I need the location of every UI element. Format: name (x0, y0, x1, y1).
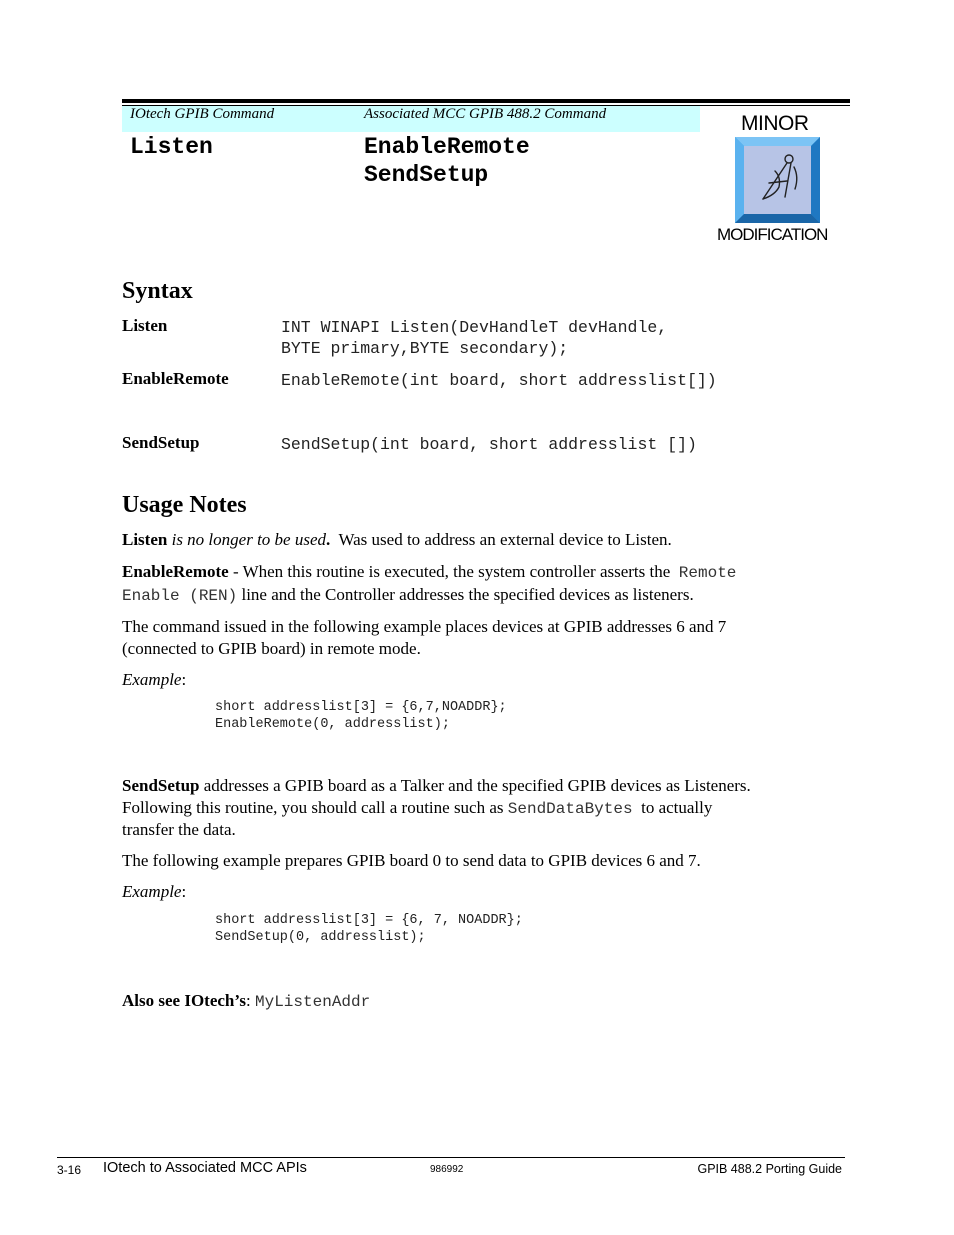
example2-code-line2: SendSetup(0, addresslist); (215, 930, 426, 945)
listen-note-rest: Was used to address an external device to Listen. (330, 530, 672, 549)
mcc-column-label: Associated MCC GPIB 488.2 Command (364, 106, 607, 122)
enable-note-text1: - When this routine is executed, the system controller asserts the (228, 562, 675, 581)
example1-code-line1: short addresslist[3] = {6,7,NOADDR}; (215, 700, 507, 715)
send-note-name: SendSetup (122, 776, 200, 795)
example1-label-colon: : (181, 670, 187, 689)
syntax-name-sendsetup: SendSetup (122, 433, 200, 452)
footer-guide-title: GPIB 488.2 Porting Guide (697, 1162, 842, 1176)
example1-label-text: Example (122, 670, 182, 689)
listen-note-italic: is no longer to be used (171, 530, 326, 549)
also-see-label: Also see IOtech’s (122, 991, 247, 1010)
syntax-code-listen-1: INT WINAPI Listen(DevHandleT devHandle, (281, 318, 668, 337)
syntax-code-sendsetup: SendSetup(int board, short addresslist []) (281, 435, 697, 454)
send-note-text3: to actually (632, 798, 713, 817)
badge-bottom-text: MODIFICATION (717, 225, 828, 244)
sendsetup-note-line2 (122, 797, 842, 820)
usage-heading: Usage Notes (122, 492, 247, 518)
also-see-colon: : (246, 991, 251, 1010)
syntax-code-listen-2: BYTE primary,BYTE secondary); (281, 339, 569, 358)
listen-note-dot: . (326, 530, 331, 549)
sendsetup-note-line3: transfer the data. (122, 820, 236, 839)
enable-note-code1: Remote (678, 564, 737, 582)
example1-intro-line1: The command issued in the following example places devices at GPIB addresses 6 and 7 (122, 617, 727, 636)
listen-note-name: Listen (122, 530, 168, 549)
enableremote-note (122, 561, 842, 584)
send-note-text1: addresses a GPIB board as a Talker and the specified GPIB devices as Listeners. (199, 776, 751, 795)
send-note-code: SendDataBytes (507, 800, 633, 818)
mcc-command-1: EnableRemote (364, 134, 530, 160)
syntax-code-enableremote: EnableRemote(int board, short addresslist[]) (281, 371, 717, 390)
example2-label-colon: : (181, 882, 187, 901)
example2-label (122, 881, 842, 903)
iotech-command: Listen (130, 134, 213, 160)
also-see-code: MyListenAddr (255, 993, 371, 1011)
example1-intro-line2: (connected to GPIB board) in remote mode. (122, 639, 421, 658)
mcc-command-2: SendSetup (364, 162, 489, 188)
header-rule-thick (122, 99, 850, 103)
example1-code-line2: EnableRemote(0, addresslist); (215, 717, 450, 732)
compass-icon (735, 137, 820, 223)
enableremote-note-line2 (122, 584, 842, 607)
send-note-text2: Following this routine, you should call a routine such as (122, 798, 508, 817)
footer-page-number: 3-16 (57, 1163, 82, 1177)
example1-label (122, 669, 842, 691)
enable-note-name: EnableRemote (122, 562, 229, 581)
example2-code-line1: short addresslist[3] = {6, 7, NOADDR}; (215, 913, 523, 928)
also-see (122, 990, 842, 1013)
example2-label-text: Example (122, 882, 182, 901)
iotech-column-label: IOtech GPIB Command (130, 106, 275, 122)
listen-note (122, 529, 842, 551)
footer-doc-number: 986992 (430, 1164, 464, 1175)
enable-note-code2: Enable (REN) (122, 587, 238, 605)
syntax-name-enableremote: EnableRemote (122, 369, 229, 388)
example2-intro: The following example prepares GPIB board 0 to send data to GPIB devices 6 and 7. (122, 851, 701, 870)
syntax-name-listen: Listen (122, 316, 168, 335)
badge-top-text: MINOR (741, 112, 809, 135)
footer-chapter: IOtech to Associated MCC APIs (103, 1160, 307, 1176)
sendsetup-note (122, 775, 842, 797)
syntax-heading: Syntax (122, 278, 193, 304)
enable-note-text2: line and the Controller addresses the specified devices as listeners. (237, 585, 694, 604)
footer-rule (57, 1157, 845, 1158)
